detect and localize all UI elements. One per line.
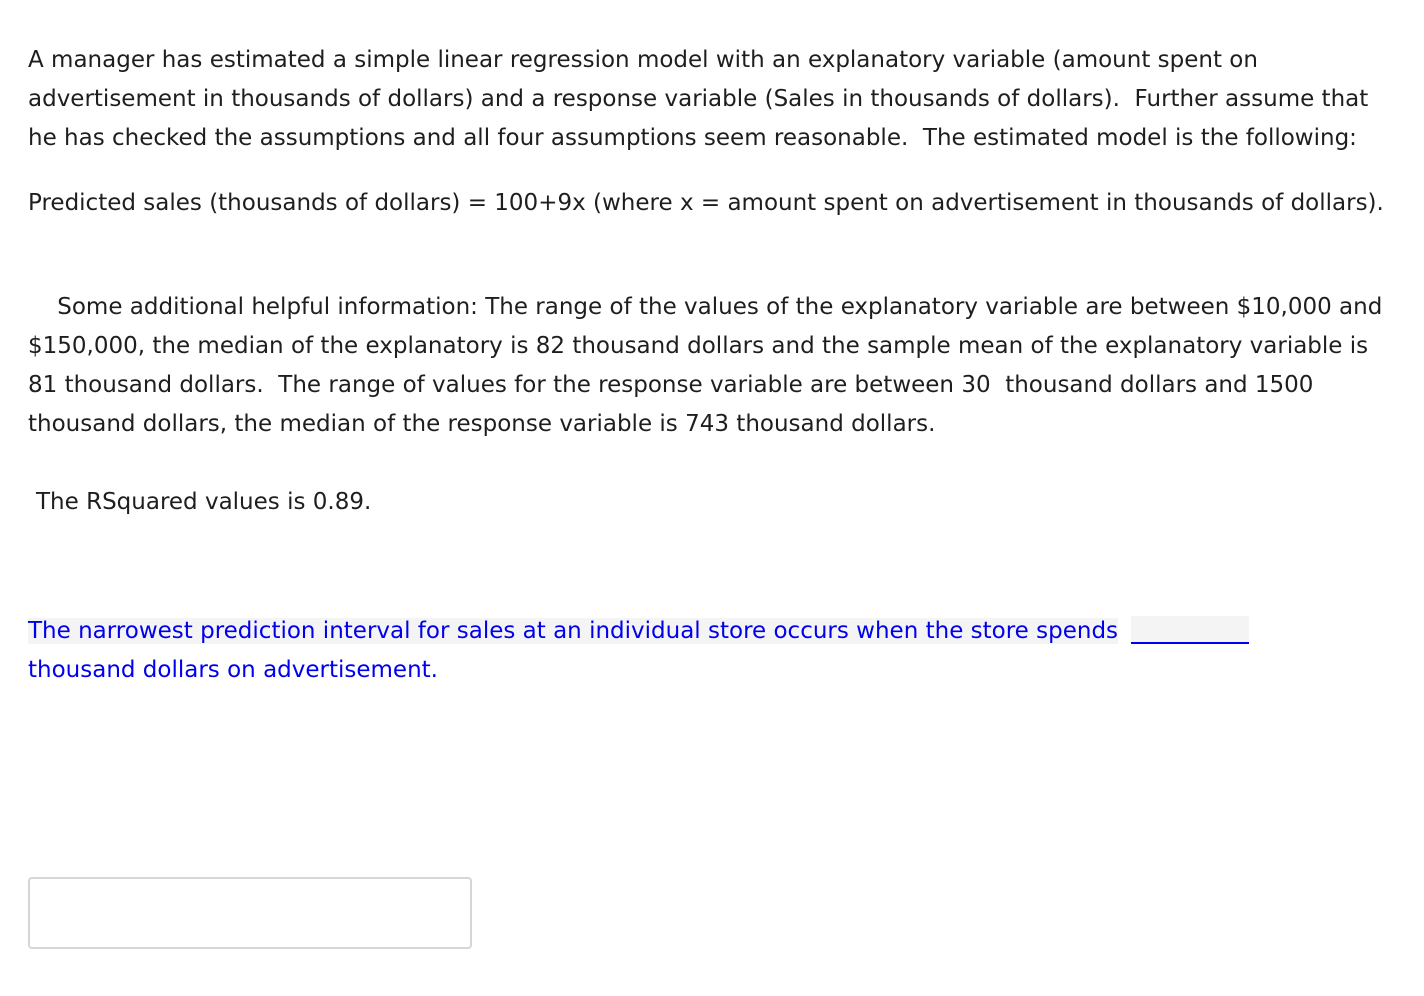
question-text-before-blank: The narrowest prediction interval for sales at an individual store occurs when the store spends: [28, 618, 1119, 644]
rsquared-text: The RSquared values is 0.89.: [36, 489, 372, 515]
problem-statement: [28, 41, 1398, 600]
model-paragraph: Predicted sales (thousands of dollars) = 100+9x (where x = amount spent on advertisement in thousands of dollars).: [28, 190, 1384, 216]
question-text-after-blank: thousand dollars on advertisement.: [28, 657, 438, 683]
answer-input[interactable]: [28, 877, 472, 949]
intro-paragraph: A manager has estimated a simple linear regression model with an explanatory variable (amount spent on advertisement in thousands of dollars) and a response variable (Sales in thousands of dollars). Further assume that he has checked the assumptions and all four assumptions seem reasonable. The estimated model is the following:: [28, 47, 1376, 151]
question-prompt: [28, 612, 1398, 690]
additional-info-text: Some additional helpful information: The range of the values of the explanatory variable are between $10,000 and $150,000, the median of the explanatory is 82 thousand dollars and the sample mean of the explanatory variable is 81 thousand dollars. The range of values for the response variable are between 30 thousand dollars and 1500 thousand dollars, the median of the response variable is 743 thousand dollars.: [28, 294, 1390, 437]
fill-in-blank: [1131, 616, 1249, 644]
additional-info-paragraph: [28, 249, 1398, 600]
